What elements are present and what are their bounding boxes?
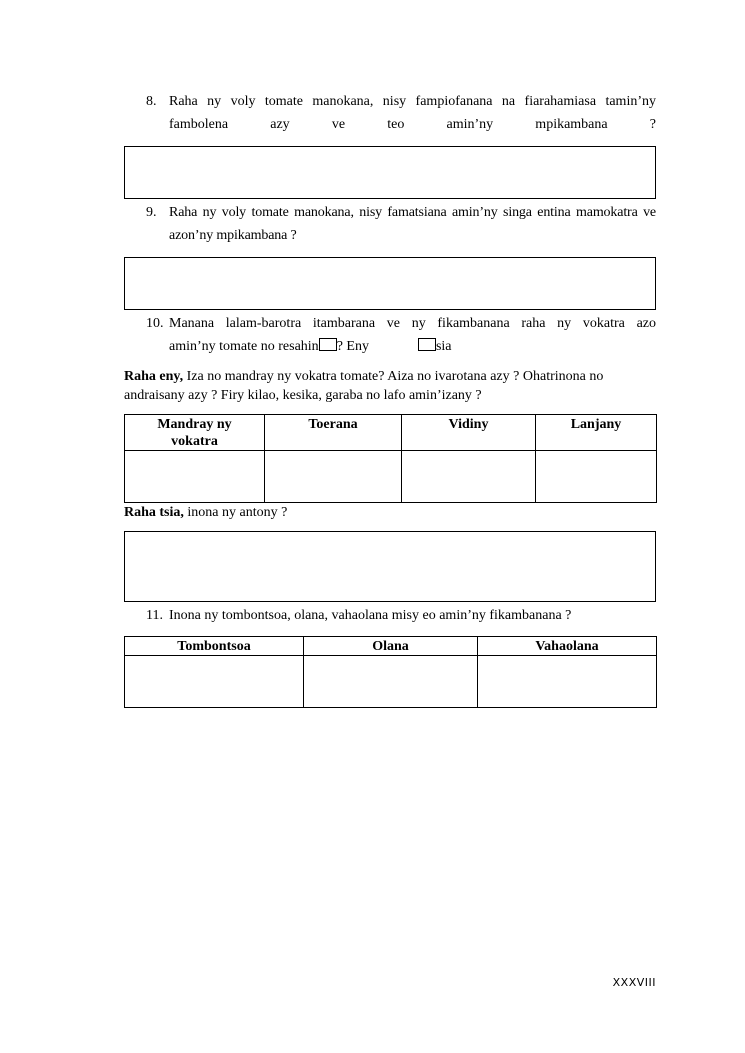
header-tombontsoa: Tombontsoa	[125, 637, 304, 656]
question-text: Raha ny voly tomate manokana, nisy fampiofanana na fiarahamiasa tamin’ny fambolena azy ve teo amin’ny mpikambana ?	[169, 94, 656, 132]
question-text: Raha ny voly tomate manokana, nisy famatsiana amin’ny singa entina mamokatra ve azon’ny mpikambana ?	[169, 205, 656, 243]
answer-box-q8[interactable]	[124, 146, 656, 199]
header-lanjany: Lanjany	[536, 415, 657, 451]
cell-olana[interactable]	[304, 656, 478, 708]
question-8	[146, 90, 656, 136]
raha-eny-paragraph	[124, 367, 656, 405]
cell-tombontsoa[interactable]	[125, 656, 304, 708]
cell-mandray-ny-vokatra[interactable]	[125, 451, 265, 503]
question-number: 9.	[146, 205, 157, 220]
question-number: 10.	[146, 316, 164, 331]
question-number: 11.	[146, 608, 163, 623]
question-11	[146, 604, 656, 627]
header-mandray-ny-vokatra: Mandray ny vokatra	[125, 415, 265, 451]
raha-tsia-paragraph	[124, 503, 656, 522]
raha-tsia-label: Raha tsia,	[124, 505, 184, 520]
question-10	[146, 312, 656, 358]
question-number: 8.	[146, 94, 157, 109]
cell-lanjany[interactable]	[536, 451, 657, 503]
header-vahaolana: Vahaolana	[478, 637, 657, 656]
question-9	[146, 201, 656, 247]
cell-vidiny[interactable]	[402, 451, 536, 503]
market-table	[124, 414, 657, 503]
page-number: XXXVIII	[612, 976, 656, 989]
answer-box-raha-tsia[interactable]	[124, 531, 656, 602]
raha-eny-text: Iza no mandray ny vokatra tomate? Aiza no ivarotana azy ? Ohatrinona no andraisany azy ? Firy kilao, kesika, garaba no lafo amin’izany ?	[124, 369, 604, 403]
header-toerana: Toerana	[265, 415, 402, 451]
advantages-table	[124, 636, 657, 708]
cell-toerana[interactable]	[265, 451, 402, 503]
raha-eny-label: Raha eny,	[124, 369, 184, 384]
checkbox-tsia[interactable]	[418, 338, 436, 351]
header-vidiny: Vidiny	[402, 415, 536, 451]
question-text-line1: Manana lalam-barotra itambarana ve ny fikambanana raha ny vokatra azo	[169, 316, 656, 331]
cell-vahaolana[interactable]	[478, 656, 657, 708]
question-text-line2: amin’ny tomate no resahin ? Eny sia	[169, 339, 452, 354]
checkbox-eny[interactable]	[319, 338, 337, 351]
raha-tsia-text: inona ny antony ?	[183, 505, 288, 520]
answer-box-q9[interactable]	[124, 257, 656, 310]
header-olana: Olana	[304, 637, 478, 656]
question-text: Inona ny tombontsoa, olana, vahaolana misy eo amin’ny fikambanana ?	[169, 608, 572, 623]
